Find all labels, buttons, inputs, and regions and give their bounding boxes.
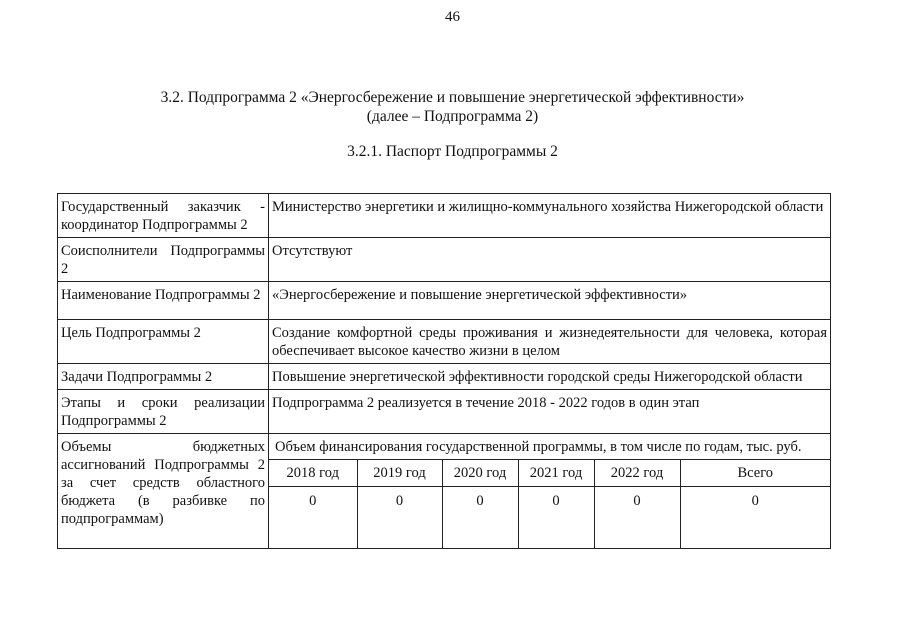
year-2021-header: 2021 год bbox=[518, 460, 594, 487]
row-label-coexecutors: Соисполнители Подпрограммы 2 bbox=[58, 238, 269, 282]
passport-title: 3.2.1. Паспорт Подпрограммы 2 bbox=[347, 143, 558, 160]
financing-header-row bbox=[269, 460, 830, 487]
row-label-customer: Государственный заказчик - координатор Подпрограммы 2 bbox=[58, 194, 269, 238]
table-row bbox=[58, 282, 831, 320]
row-value-name: «Энергосбережение и повышение энергетической эффективности» bbox=[269, 282, 831, 320]
total-header: Всего bbox=[680, 460, 830, 487]
subprogram-title: 3.2. Подпрограмма 2 «Энергосбережение и повышение энергетической эффективности» bbox=[160, 89, 745, 106]
year-2019-header: 2019 год bbox=[357, 460, 442, 487]
table-row bbox=[58, 320, 831, 364]
year-2020-header: 2020 год bbox=[442, 460, 518, 487]
row-value-coexecutors: Отсутствуют bbox=[269, 238, 831, 282]
row-label-financing: Объемы бюджетных ассигнований Подпрограммы 2 за счет средств областного бюджета (в разбивке по подпрограммам) bbox=[58, 434, 269, 549]
row-label-goal: Цель Подпрограммы 2 bbox=[58, 320, 269, 364]
row-value-stages: Подпрограмма 2 реализуется в течение 2018 - 2022 годов в один этап bbox=[269, 390, 831, 434]
page-number: 46 bbox=[445, 9, 460, 25]
year-2022-header: 2022 год bbox=[594, 460, 680, 487]
row-value-customer: Министерство энергетики и жилищно-коммунального хозяйства Нижегородской области bbox=[269, 194, 831, 238]
passport-table bbox=[57, 193, 831, 549]
table-row bbox=[58, 364, 831, 390]
row-value-tasks: Повышение энергетической эффективности городской среды Нижегородской области bbox=[269, 364, 831, 390]
year-2022-value: 0 bbox=[594, 487, 680, 549]
table-row bbox=[58, 194, 831, 238]
row-label-tasks: Задачи Подпрограммы 2 bbox=[58, 364, 269, 390]
total-value: 0 bbox=[751, 493, 759, 509]
year-2018-header: 2018 год bbox=[269, 460, 357, 487]
year-2019-value: 0 bbox=[357, 487, 442, 549]
row-label-stages: Этапы и сроки реализации Подпрограммы 2 bbox=[58, 390, 269, 434]
year-2018-value: 0 bbox=[269, 487, 357, 549]
table-row-financing bbox=[58, 434, 831, 549]
subprogram-title-note: (далее – Подпрограмма 2) bbox=[366, 108, 539, 125]
financing-cell bbox=[269, 434, 831, 549]
row-label-name: Наименование Подпрограммы 2 bbox=[58, 282, 269, 320]
year-2020-value: 0 bbox=[442, 487, 518, 549]
year-2021-value: 0 bbox=[518, 487, 594, 549]
financing-table bbox=[269, 460, 830, 548]
table-row bbox=[58, 390, 831, 434]
financing-values-row bbox=[269, 487, 830, 549]
financing-title: Объем финансирования государственной программы, в том числе по годам, тыс. руб. bbox=[269, 434, 830, 460]
row-value-goal: Создание комфортной среды проживания и жизнедеятельности для человека, которая обеспечивает высокое качество жизни в целом bbox=[269, 320, 831, 364]
table-row bbox=[58, 238, 831, 282]
